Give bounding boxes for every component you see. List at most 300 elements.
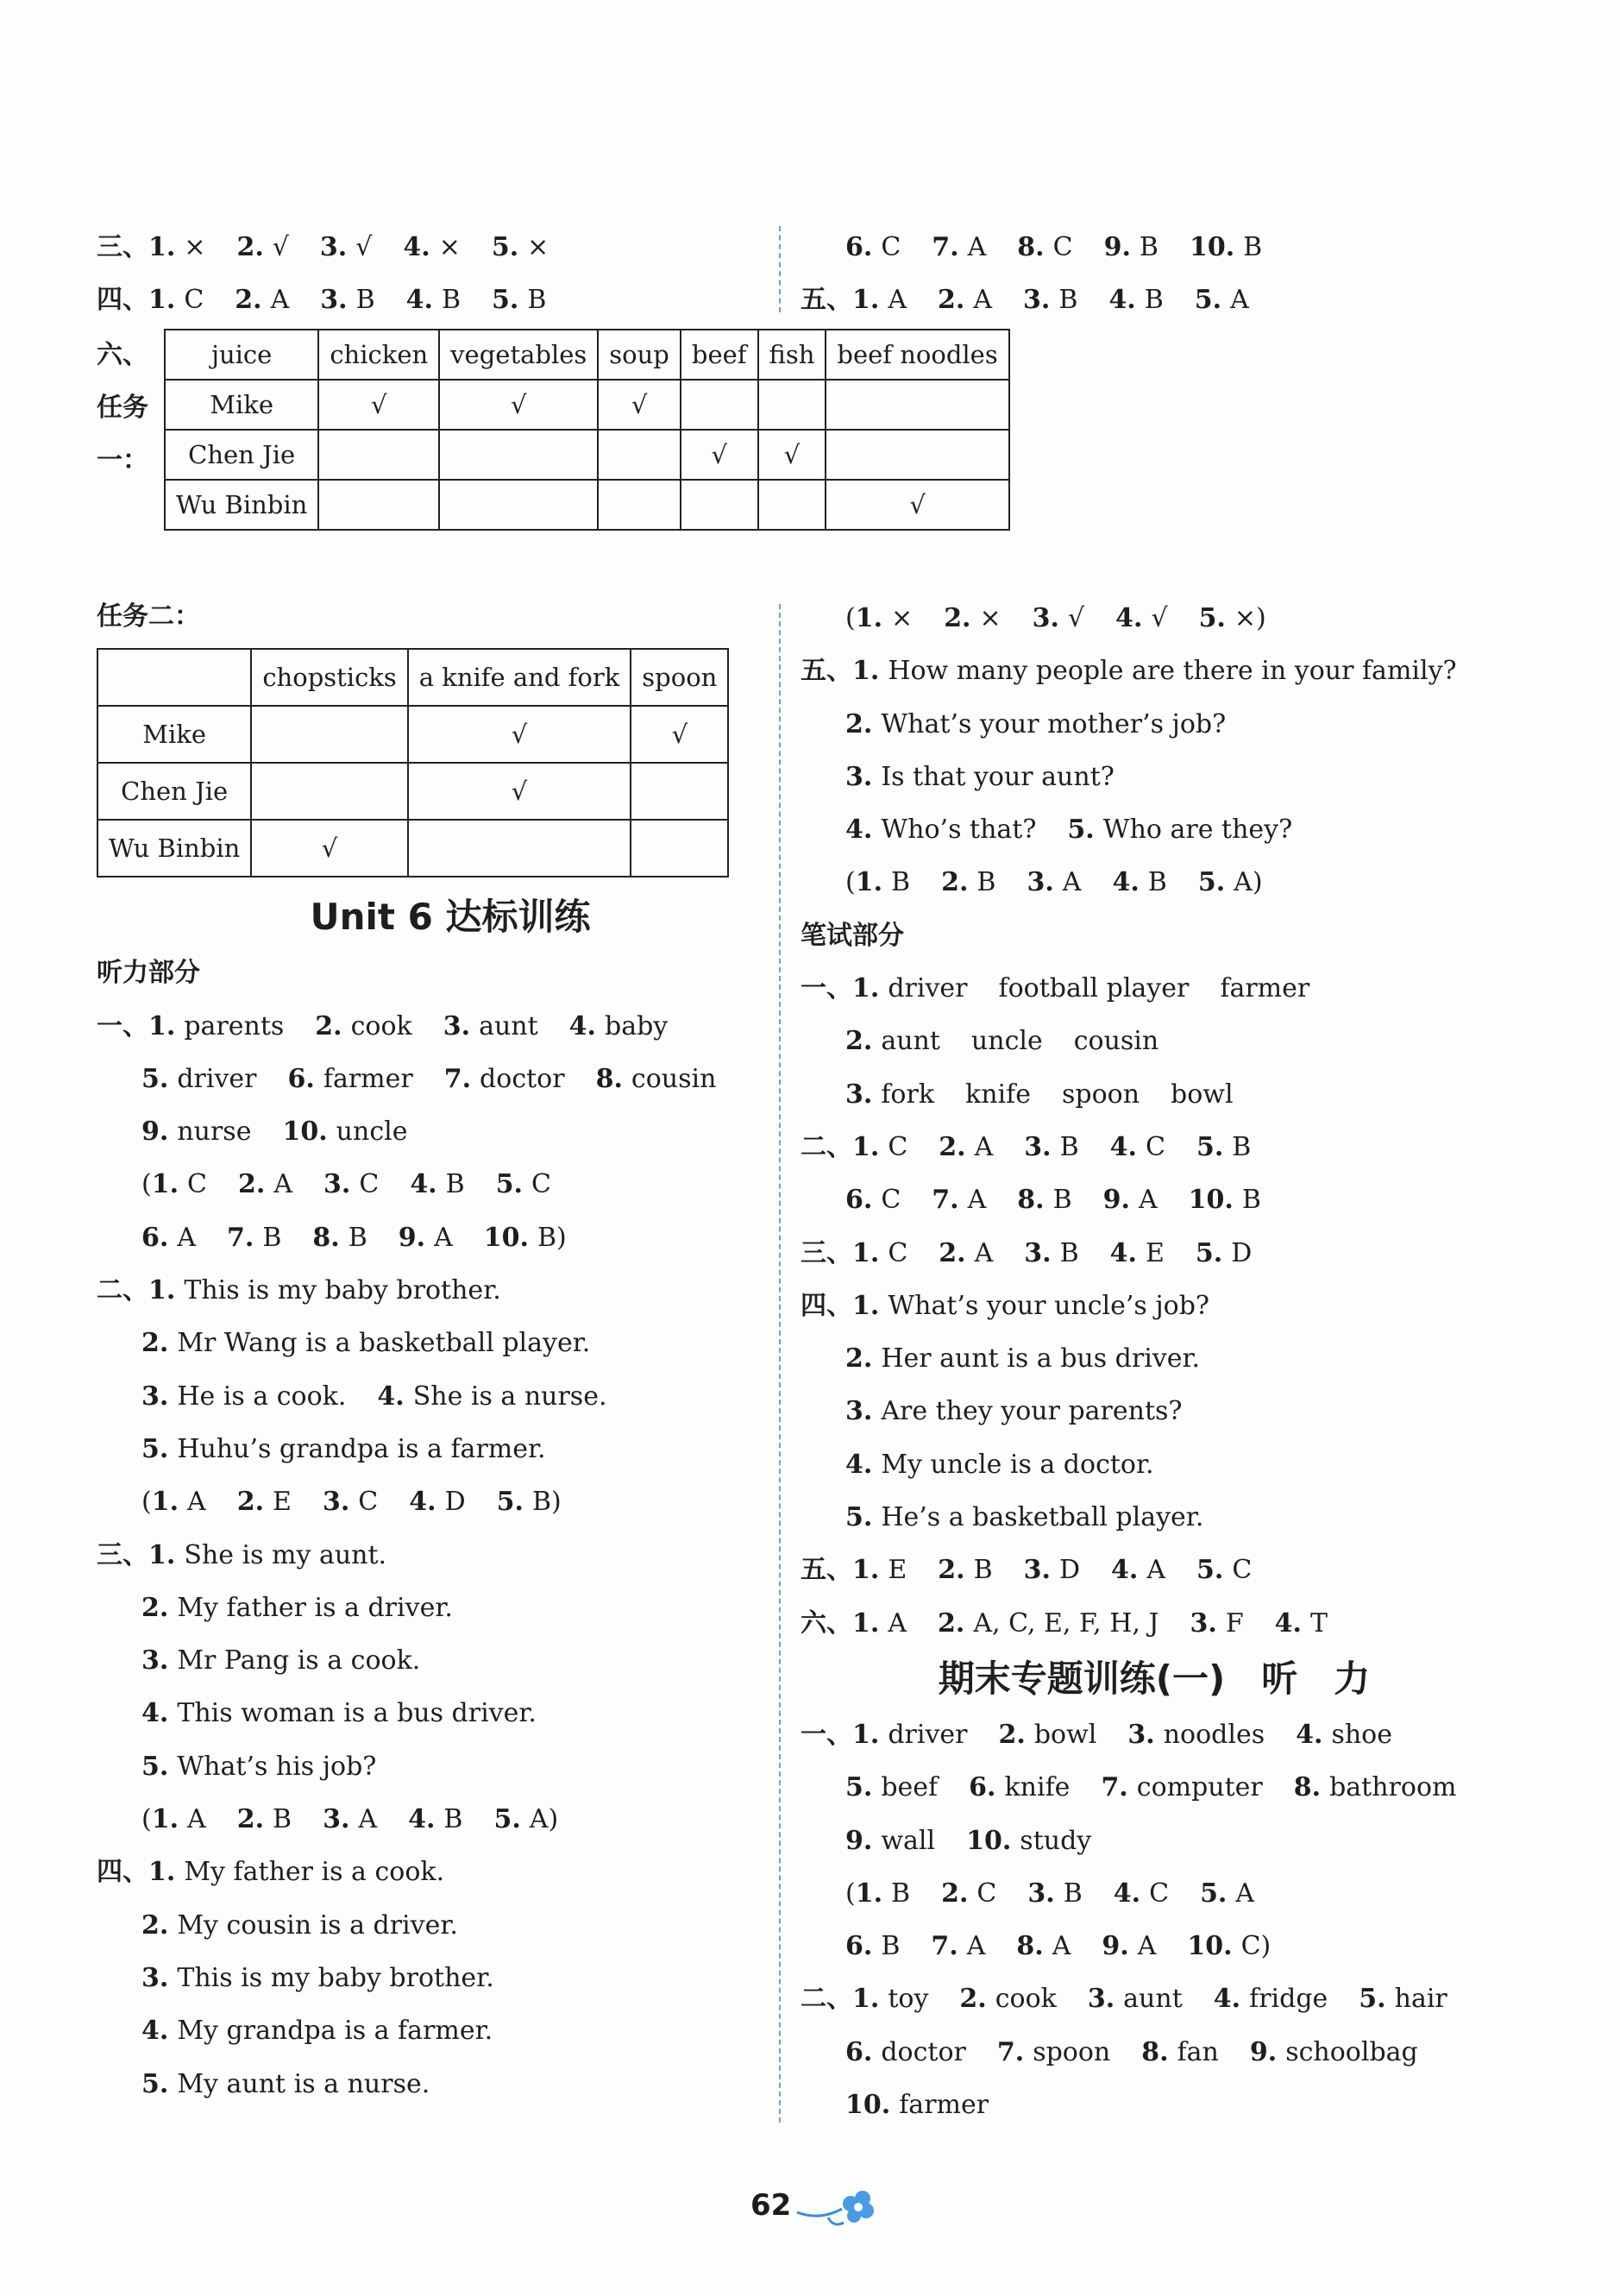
section-label: 四、 bbox=[97, 285, 148, 316]
item-number: 5. bbox=[1194, 285, 1222, 316]
item-text: A bbox=[1235, 1878, 1255, 1909]
item-text: B bbox=[355, 285, 375, 316]
table-header: spoon bbox=[631, 649, 728, 706]
item-number: 1. bbox=[148, 285, 176, 316]
table-header: vegetables bbox=[439, 330, 598, 380]
item-text: doctor bbox=[881, 2036, 966, 2067]
item-text: farmer bbox=[899, 2090, 989, 2121]
item-number: 4. bbox=[568, 1010, 596, 1041]
item-text: A bbox=[187, 1804, 206, 1835]
section-label: 二、 bbox=[801, 1131, 852, 1162]
section-label: 三、 bbox=[801, 1237, 852, 1268]
item-number: 1. bbox=[852, 1607, 880, 1639]
item-number: 9. bbox=[1102, 1185, 1130, 1216]
check-cell bbox=[681, 480, 758, 530]
section-label: 三、 bbox=[97, 232, 148, 262]
item-text: My cousin is a driver. bbox=[177, 1909, 458, 1941]
item-text: uncle bbox=[970, 1026, 1043, 1057]
item-text: ×) bbox=[1234, 603, 1266, 633]
table-header: fish bbox=[758, 330, 826, 380]
item-text: B bbox=[891, 867, 911, 898]
item-text: E bbox=[1146, 1237, 1165, 1268]
item-text: C bbox=[976, 1878, 997, 1909]
check-cell bbox=[318, 480, 439, 530]
item-number: 3. bbox=[1023, 285, 1051, 316]
item-number: 5. bbox=[1200, 1878, 1228, 1909]
answer-row bbox=[97, 2058, 804, 2110]
answer-row bbox=[801, 592, 1508, 645]
check-cell bbox=[826, 430, 1008, 480]
item-number: 2. bbox=[315, 1010, 342, 1041]
item-number: 5. bbox=[845, 1772, 873, 1803]
answer-row bbox=[97, 1053, 804, 1105]
table-row bbox=[97, 820, 728, 877]
item-text: A bbox=[1139, 1185, 1158, 1216]
item-number: 2. bbox=[141, 1592, 169, 1623]
item-number: 3. bbox=[1087, 1984, 1115, 2015]
item-text: A, C, E, F, H, J bbox=[973, 1607, 1159, 1639]
item-text: B bbox=[1243, 232, 1263, 262]
item-number: 3. bbox=[1027, 867, 1054, 898]
item-text: My father is a cook. bbox=[184, 1857, 445, 1888]
final-title: 期末专题训练(一) 听 力 bbox=[938, 1657, 1371, 1700]
tableware-table bbox=[97, 648, 729, 878]
item-number: 4. bbox=[1108, 285, 1136, 316]
answer-row bbox=[97, 1582, 804, 1634]
check-cell bbox=[251, 763, 407, 820]
item-number: 6. bbox=[845, 2036, 873, 2067]
top-right-column bbox=[801, 221, 1508, 327]
item-number: 5. bbox=[492, 285, 519, 316]
item-number: 1. bbox=[855, 603, 883, 633]
item-number: 1. bbox=[151, 1169, 179, 1200]
item-text: computer bbox=[1136, 1772, 1263, 1803]
answer-row bbox=[801, 1491, 1508, 1544]
answer-row bbox=[801, 1015, 1508, 1067]
item-text: He is a cook. bbox=[177, 1381, 347, 1412]
item-text: What’s your uncle’s job? bbox=[888, 1290, 1210, 1321]
table-header bbox=[97, 649, 251, 706]
table-header: juice bbox=[165, 330, 318, 380]
paren: ( bbox=[845, 1878, 856, 1909]
answer-row bbox=[801, 645, 1508, 697]
section-label: 四、 bbox=[97, 1857, 148, 1888]
left-column bbox=[97, 590, 804, 2110]
table-header-row bbox=[97, 649, 728, 706]
item-text: bowl bbox=[1171, 1079, 1234, 1110]
item-number: 2. bbox=[944, 603, 971, 633]
item-number: 1. bbox=[855, 867, 883, 898]
item-text: knife bbox=[965, 1079, 1031, 1110]
item-number: 2. bbox=[236, 1487, 265, 1518]
answer-row bbox=[97, 1899, 804, 1952]
item-text: A) bbox=[1234, 867, 1263, 898]
item-text: farmer bbox=[1220, 973, 1310, 1004]
answer-row bbox=[801, 2026, 1508, 2079]
answer-row bbox=[801, 1867, 1508, 1920]
item-text: × bbox=[891, 603, 914, 633]
item-number: 5. bbox=[141, 1433, 169, 1464]
answer-row bbox=[97, 1793, 804, 1846]
item-text: B bbox=[445, 1169, 465, 1200]
item-text: What’s his job? bbox=[177, 1751, 377, 1782]
item-text: B bbox=[1059, 1131, 1079, 1162]
item-number: 10. bbox=[1187, 1931, 1233, 1962]
item-number: 7. bbox=[932, 232, 959, 262]
item-text: C bbox=[881, 232, 901, 262]
item-text: fridge bbox=[1249, 1984, 1328, 2015]
item-text: C bbox=[1052, 232, 1073, 262]
item-number: 8. bbox=[1293, 1772, 1322, 1803]
item-text: C) bbox=[1240, 1931, 1272, 1962]
item-number: 3. bbox=[1024, 1237, 1052, 1268]
answer-row bbox=[801, 2079, 1508, 2131]
answer-row bbox=[97, 1264, 804, 1317]
item-number: 5. bbox=[1067, 815, 1095, 846]
item-number: 10. bbox=[1188, 1185, 1234, 1216]
table-header: beef bbox=[681, 330, 758, 380]
item-number: 3. bbox=[1127, 1719, 1155, 1750]
paren: ( bbox=[845, 603, 856, 633]
item-text: A bbox=[434, 1222, 453, 1253]
answer-row bbox=[97, 1317, 804, 1369]
item-text: shoe bbox=[1331, 1719, 1392, 1750]
item-text: cook bbox=[350, 1010, 412, 1041]
item-text: A bbox=[966, 1931, 986, 1962]
item-text: bowl bbox=[1033, 1719, 1097, 1750]
item-text: driver bbox=[888, 1719, 968, 1750]
item-text: A bbox=[974, 1237, 994, 1268]
table-cell-name: Wu Binbin bbox=[165, 480, 318, 530]
item-text: baby bbox=[604, 1010, 669, 1041]
item-text: C bbox=[184, 285, 204, 316]
answer-row bbox=[801, 1121, 1508, 1173]
item-number: 2. bbox=[845, 708, 873, 739]
item-text: B bbox=[262, 1222, 282, 1253]
item-number: 9. bbox=[141, 1117, 169, 1148]
item-text: B bbox=[1147, 867, 1167, 898]
item-number: 3. bbox=[320, 285, 348, 316]
item-text: D bbox=[1058, 1555, 1080, 1586]
check-cell bbox=[826, 380, 1008, 430]
item-number: 3. bbox=[141, 1381, 169, 1412]
item-text: A bbox=[270, 285, 290, 316]
item-text: spoon bbox=[1061, 1079, 1140, 1110]
check-cell bbox=[408, 820, 631, 877]
answer-row bbox=[801, 856, 1508, 909]
item-text: beef bbox=[881, 1772, 939, 1803]
item-text: wall bbox=[881, 1825, 936, 1856]
item-text: bathroom bbox=[1329, 1772, 1457, 1803]
item-text: driver bbox=[177, 1063, 257, 1094]
table-header: chicken bbox=[318, 330, 439, 380]
answer-row bbox=[801, 1385, 1508, 1437]
item-text: B bbox=[273, 1804, 292, 1835]
item-text: fork bbox=[881, 1079, 935, 1110]
item-text: cousin bbox=[1073, 1026, 1159, 1057]
item-number: 1. bbox=[148, 232, 176, 262]
item-text: My aunt is a nurse. bbox=[177, 2068, 430, 2099]
item-number: 4. bbox=[403, 232, 430, 262]
item-text: A bbox=[273, 1169, 293, 1200]
item-text: A bbox=[888, 1607, 907, 1639]
item-number: 5. bbox=[141, 2068, 169, 2099]
food-table bbox=[164, 329, 1010, 531]
item-number: 4. bbox=[1109, 1237, 1137, 1268]
item-number: 4. bbox=[377, 1381, 405, 1412]
item-number: 5. bbox=[495, 1169, 524, 1200]
item-number: 2. bbox=[845, 1343, 873, 1374]
item-text: C bbox=[888, 1237, 908, 1268]
answer-row bbox=[801, 274, 1508, 326]
table-cell-name: Wu Binbin bbox=[97, 820, 251, 877]
item-text: C bbox=[1149, 1878, 1170, 1909]
item-number: 5. bbox=[845, 1502, 873, 1533]
item-text: E bbox=[273, 1487, 292, 1518]
item-text: fan bbox=[1177, 2036, 1219, 2067]
section-label: 四、 bbox=[801, 1290, 852, 1321]
answer-row bbox=[801, 1068, 1508, 1121]
item-text: This woman is a bus driver. bbox=[177, 1698, 537, 1729]
check-cell: √ bbox=[318, 380, 439, 430]
answer-row bbox=[801, 1597, 1508, 1650]
table-row bbox=[165, 480, 1009, 530]
item-text: C bbox=[888, 1131, 908, 1162]
item-text: A bbox=[1052, 1931, 1071, 1962]
page-number: 62 bbox=[750, 2188, 792, 2223]
item-number: 2. bbox=[939, 1237, 966, 1268]
answer-row bbox=[97, 1158, 804, 1211]
item-text: B) bbox=[537, 1222, 567, 1253]
item-text: A bbox=[187, 1487, 206, 1518]
item-number: 1. bbox=[852, 1290, 880, 1321]
table-cell-name: Mike bbox=[165, 380, 318, 430]
answer-row bbox=[97, 1952, 804, 2004]
check-cell bbox=[598, 430, 681, 480]
item-text: My uncle is a doctor. bbox=[881, 1449, 1154, 1480]
item-text: B bbox=[527, 285, 547, 316]
item-number: 1. bbox=[852, 656, 880, 687]
item-text: A bbox=[1137, 1931, 1157, 1962]
item-number: 10. bbox=[282, 1117, 328, 1148]
item-number: 1. bbox=[855, 1878, 883, 1909]
item-number: 2. bbox=[141, 1328, 169, 1359]
check-cell: √ bbox=[598, 380, 681, 430]
section-label: 三、 bbox=[97, 1539, 148, 1570]
item-number: 4. bbox=[1296, 1719, 1323, 1750]
top-left-column bbox=[97, 221, 998, 531]
item-number: 5. bbox=[141, 1063, 169, 1094]
item-text: A bbox=[1062, 867, 1082, 898]
check-cell: √ bbox=[408, 706, 631, 763]
paren: ( bbox=[845, 867, 856, 898]
item-text: A bbox=[358, 1804, 378, 1835]
answer-row bbox=[97, 1634, 804, 1687]
item-number: 2. bbox=[938, 285, 965, 316]
item-text: Huhu’s grandpa is a farmer. bbox=[177, 1433, 546, 1464]
item-number: 1. bbox=[148, 1539, 176, 1570]
item-number: 10. bbox=[845, 2090, 891, 2121]
item-number: 3. bbox=[443, 1010, 471, 1041]
answer-row bbox=[97, 1687, 804, 1739]
item-number: 8. bbox=[595, 1063, 623, 1094]
section-label: 一、 bbox=[801, 973, 852, 1004]
item-number: 2. bbox=[941, 867, 969, 898]
item-number: 1. bbox=[852, 1719, 880, 1750]
item-text: What’s your mother’s job? bbox=[881, 708, 1227, 739]
item-text: Mr Pang is a cook. bbox=[177, 1645, 421, 1676]
check-cell bbox=[439, 430, 598, 480]
item-text: B bbox=[1063, 1878, 1083, 1909]
check-cell bbox=[251, 706, 407, 763]
check-cell bbox=[439, 480, 598, 530]
table-header: chopsticks bbox=[251, 649, 407, 706]
item-number: 3. bbox=[1024, 1131, 1052, 1162]
item-number: 6. bbox=[287, 1063, 315, 1094]
table-row bbox=[97, 763, 728, 820]
item-number: 4. bbox=[1109, 1131, 1137, 1162]
item-text: Who’s that? bbox=[881, 815, 1037, 846]
answer-row bbox=[801, 1920, 1508, 1972]
item-text: He’s a basketball player. bbox=[881, 1502, 1204, 1533]
item-number: 9. bbox=[845, 1825, 873, 1856]
answer-row bbox=[801, 803, 1508, 856]
answer-row bbox=[97, 1846, 804, 1898]
section-label: 二、 bbox=[801, 1984, 852, 2015]
item-number: 3. bbox=[323, 1804, 350, 1835]
item-number: 2. bbox=[238, 1169, 266, 1200]
table-row bbox=[97, 706, 728, 763]
item-number: 1. bbox=[852, 973, 880, 1004]
paren: ( bbox=[141, 1487, 152, 1518]
item-number: 2. bbox=[938, 1607, 965, 1639]
item-number: 3. bbox=[141, 1645, 169, 1676]
item-text: farmer bbox=[323, 1063, 413, 1094]
item-text: parents bbox=[184, 1010, 285, 1041]
item-number: 6. bbox=[845, 1931, 873, 1962]
item-number: 1. bbox=[148, 1275, 176, 1306]
item-text: aunt bbox=[1123, 1984, 1183, 2015]
column-divider bbox=[779, 604, 781, 2123]
check-cell bbox=[631, 763, 728, 820]
answer-row bbox=[801, 1438, 1508, 1491]
table-cell-name: Mike bbox=[97, 706, 251, 763]
item-number: 8. bbox=[1141, 2036, 1169, 2067]
item-number: 1. bbox=[148, 1857, 176, 1888]
item-number: 5. bbox=[1196, 1131, 1224, 1162]
unit-title: Unit 6 达标训练 bbox=[310, 896, 591, 939]
item-text: B bbox=[1052, 1185, 1072, 1216]
item-number: 2. bbox=[939, 1131, 966, 1162]
item-number: 4. bbox=[1113, 1878, 1141, 1909]
item-text: B bbox=[443, 1804, 463, 1835]
item-text: cook bbox=[995, 1984, 1057, 2015]
item-text: × bbox=[979, 603, 1002, 633]
check-cell bbox=[758, 480, 826, 530]
item-number: 2. bbox=[941, 1878, 969, 1909]
item-number: 6. bbox=[141, 1222, 169, 1253]
table-header: beef noodles bbox=[826, 330, 1008, 380]
item-number: 4. bbox=[141, 2016, 169, 2047]
check-cell: √ bbox=[408, 763, 631, 820]
item-text: C bbox=[531, 1169, 551, 1200]
item-number: 9. bbox=[1103, 232, 1131, 262]
item-text: F bbox=[1225, 1607, 1244, 1639]
item-number: 1. bbox=[852, 1131, 880, 1162]
item-text: A bbox=[974, 1131, 994, 1162]
item-text: A bbox=[967, 1185, 987, 1216]
item-number: 3. bbox=[845, 1079, 873, 1110]
item-number: 2. bbox=[938, 1555, 965, 1586]
item-text: B bbox=[1241, 1185, 1261, 1216]
item-text: She is a nurse. bbox=[412, 1381, 607, 1412]
table-header: a knife and fork bbox=[408, 649, 631, 706]
item-number: 1. bbox=[151, 1487, 179, 1518]
item-number: 3. bbox=[845, 1396, 873, 1427]
item-number: 2. bbox=[959, 1984, 987, 2015]
right-column bbox=[801, 592, 1508, 2131]
item-number: 4. bbox=[1274, 1607, 1302, 1639]
item-number: 5. bbox=[496, 1487, 524, 1518]
answer-row bbox=[801, 1815, 1508, 1867]
item-text: My father is a driver. bbox=[177, 1592, 453, 1623]
item-number: 3. bbox=[845, 761, 873, 792]
item-number: 8. bbox=[1016, 1931, 1044, 1962]
item-text: √ bbox=[1067, 603, 1085, 633]
item-number: 1. bbox=[852, 1984, 880, 2015]
item-text: × bbox=[527, 232, 549, 262]
item-text: D bbox=[444, 1487, 466, 1518]
answer-row bbox=[97, 1370, 804, 1423]
item-number: 4. bbox=[141, 1698, 169, 1729]
item-number: 9. bbox=[1102, 1931, 1129, 1962]
item-text: √ bbox=[1151, 603, 1168, 633]
item-number: 3. bbox=[1190, 1607, 1217, 1639]
item-text: C bbox=[1146, 1131, 1165, 1162]
check-cell: √ bbox=[439, 380, 598, 430]
section-label: 五、 bbox=[801, 1555, 852, 1586]
item-number: 7. bbox=[931, 1931, 958, 1962]
item-number: 2. bbox=[236, 232, 264, 262]
table-row bbox=[165, 430, 1009, 480]
table-header-row bbox=[165, 330, 1009, 380]
item-number: 4. bbox=[1111, 1555, 1139, 1586]
item-text: C bbox=[187, 1169, 208, 1200]
item-number: 8. bbox=[312, 1222, 340, 1253]
item-text: C bbox=[359, 1169, 380, 1200]
item-text: A bbox=[888, 285, 907, 316]
answer-row bbox=[801, 1544, 1508, 1596]
answer-row bbox=[97, 274, 804, 326]
item-text: B bbox=[1058, 285, 1078, 316]
item-number: 3. bbox=[319, 232, 348, 262]
item-text: √ bbox=[272, 232, 289, 262]
item-number: 5. bbox=[1198, 603, 1226, 633]
item-text: E bbox=[888, 1555, 907, 1586]
item-number: 10. bbox=[1189, 232, 1235, 262]
answer-row bbox=[97, 1000, 804, 1053]
check-cell: √ bbox=[681, 430, 758, 480]
table-row bbox=[165, 380, 1009, 430]
item-text: Her aunt is a bus driver. bbox=[881, 1343, 1201, 1374]
item-text: T bbox=[1309, 1607, 1328, 1639]
paren: ( bbox=[141, 1804, 152, 1835]
item-text: A bbox=[1146, 1555, 1165, 1586]
item-text: B bbox=[1232, 1131, 1252, 1162]
item-text: A bbox=[973, 285, 992, 316]
item-number: 5. bbox=[1197, 867, 1226, 898]
item-number: 5. bbox=[491, 232, 519, 262]
